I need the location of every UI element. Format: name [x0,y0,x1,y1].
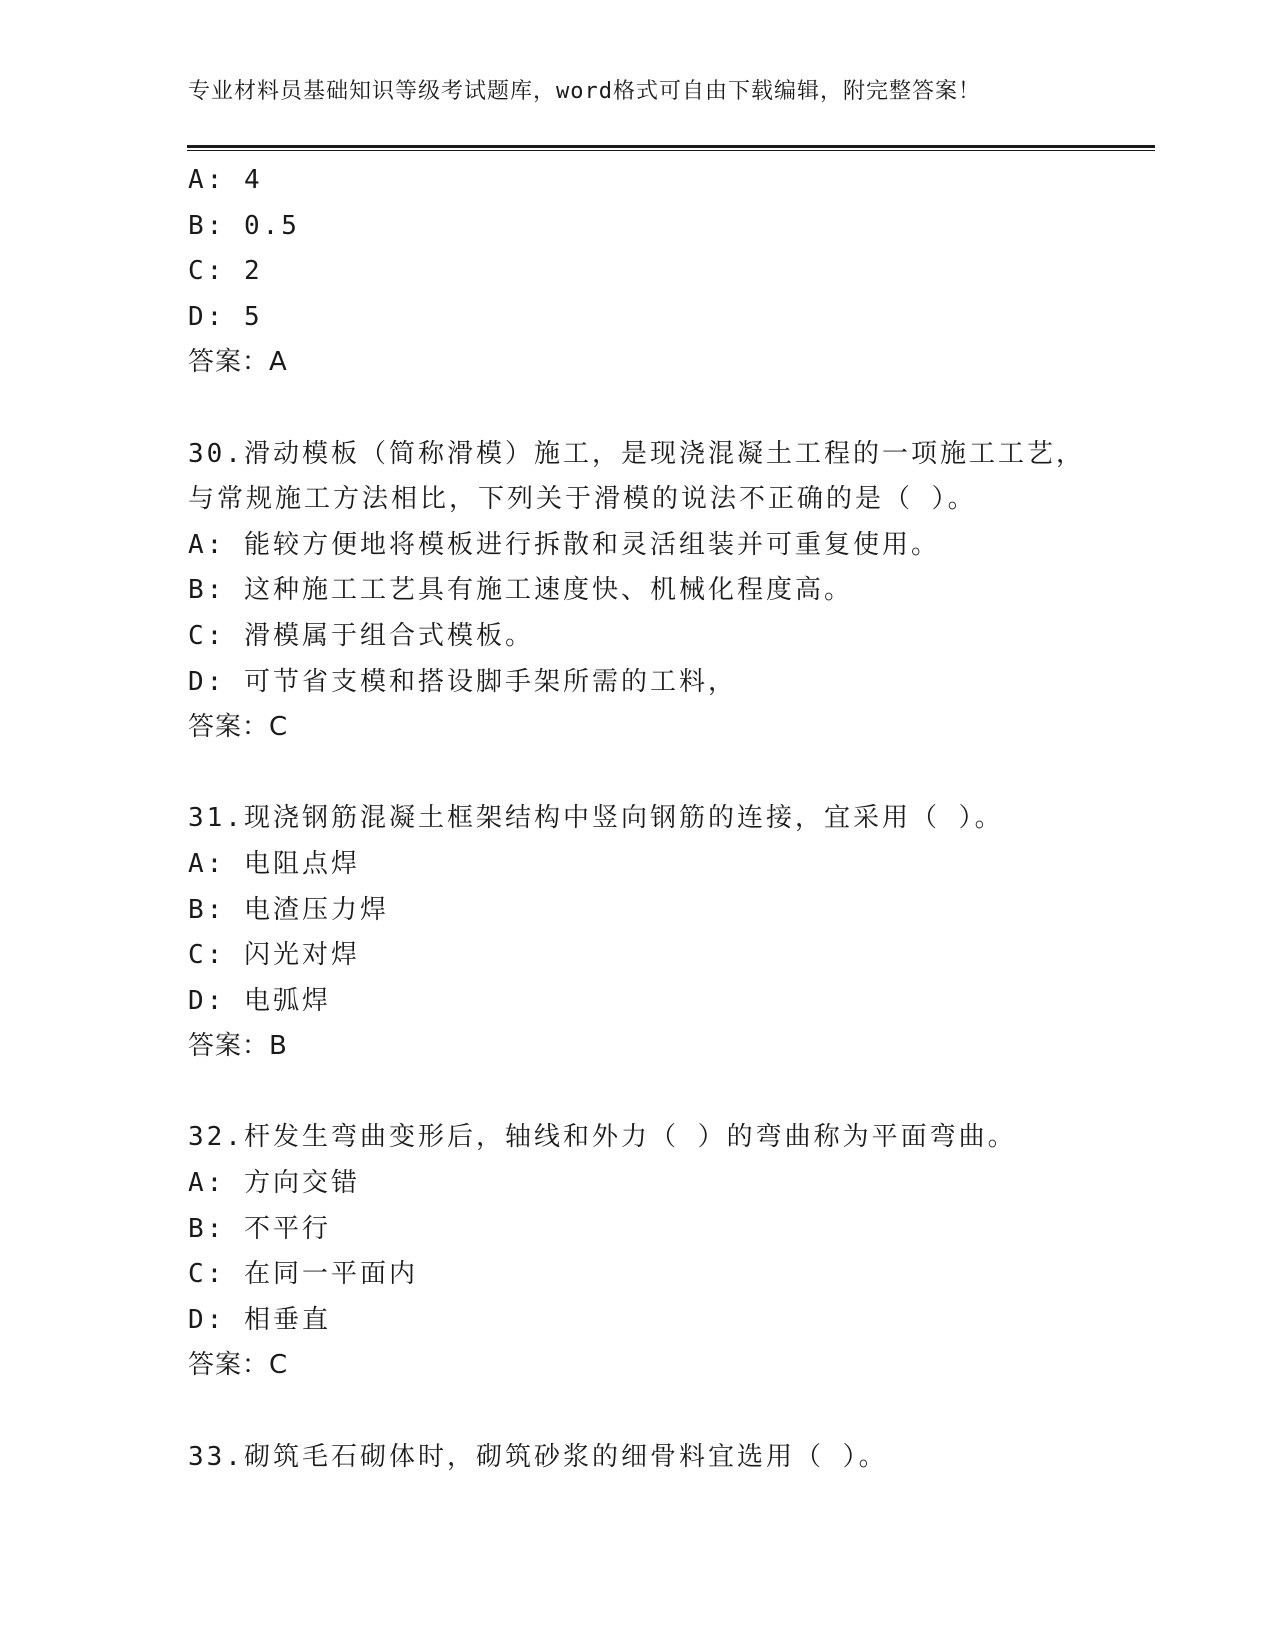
option-label: C: [188,256,226,287]
option-line [188,1207,1168,1253]
question-text: 杆发生弯曲变形后，轴线和外力（ ）的弯曲称为平面弯曲。 [243,1122,1017,1153]
option-text: 闪光对焊 [243,940,360,971]
option-label: A: [188,848,226,879]
question-number: 32. [188,1122,244,1153]
question-stem [188,1115,1168,1161]
question-stem [188,432,1168,478]
option-label: B: [188,894,226,925]
option-line [188,568,1168,614]
question-stem-continued: 与常规施工方法相比，下列关于滑模的说法不正确的是（ ）。 [188,484,977,515]
question-number: 33. [188,1441,244,1472]
answer-line: 答案：B [188,1031,288,1062]
option-line [188,1252,1168,1298]
option-text: 滑模属于组合式模板。 [243,620,534,651]
option-label: D: [188,1304,226,1335]
document-body [188,158,1168,1480]
option-line [188,523,1168,569]
option-line [188,842,1168,888]
option-label: B: [188,210,226,241]
option-text: 不平行 [243,1213,331,1244]
question-block [188,432,1168,751]
question-block [188,1435,1168,1481]
question-number: 30. [188,438,244,469]
option-line [188,204,1168,250]
option-line [188,249,1168,295]
option-text: 可节省支模和搭设脚手架所需的工料， [243,666,737,697]
prev-question-block [188,158,1168,386]
option-label: C: [188,620,226,651]
option-label: A: [188,1168,226,1199]
option-label: D: [188,301,226,332]
option-label: D: [188,985,226,1016]
option-text: 电渣压力焊 [243,894,389,925]
question-text: 砌筑毛石砌体时，砌筑砂浆的细骨料宜选用（ ）。 [243,1441,888,1472]
option-text: 5 [243,301,263,332]
answer-line: 答案：C [188,712,289,743]
spacer [188,751,1168,797]
option-line [188,660,1168,706]
option-line [188,1298,1168,1344]
option-text: 这种施工工艺具有施工速度快、机械化程度高。 [243,575,853,606]
spacer [188,386,1168,432]
page-header: 专业材料员基础知识等级考试题库，word格式可自由下载编辑，附完整答案！ [188,79,981,104]
option-text: 电阻点焊 [243,848,360,879]
option-line [188,158,1168,204]
question-block [188,1115,1168,1389]
option-text: 0.5 [243,210,300,241]
option-label: A: [188,165,226,195]
option-text: 电弧焊 [243,985,331,1016]
option-label: D: [188,666,226,697]
option-text: 2 [243,256,263,287]
option-line [188,979,1168,1025]
option-label: A: [188,529,226,560]
question-number: 31. [188,803,244,834]
option-text: 4 [243,165,263,195]
question-text: 现浇钢筋混凝土框架结构中竖向钢筋的连接，宜采用（ ）。 [243,803,1004,834]
option-label: B: [188,1213,226,1244]
option-text: 在同一平面内 [243,1259,418,1290]
option-line [188,888,1168,934]
header-divider [187,145,1155,151]
option-line [188,295,1168,341]
question-stem [188,1435,1168,1481]
question-text: 滑动模板（简称滑模）施工，是现浇混凝土工程的一项施工工艺， [243,438,1085,469]
spacer [188,1389,1168,1435]
question-stem [188,796,1168,842]
option-line [188,1161,1168,1207]
answer-line: 答案：A [188,347,288,378]
answer-line: 答案：C [188,1350,289,1381]
option-label: C: [188,940,226,971]
option-label: B: [188,575,226,606]
option-text: 方向交错 [243,1168,360,1199]
option-label: C: [188,1259,226,1290]
option-text: 能较方便地将模板进行拆散和灵活组装并可重复使用。 [243,529,940,560]
option-line [188,933,1168,979]
option-line [188,614,1168,660]
spacer [188,1070,1168,1116]
question-block [188,796,1168,1070]
option-text: 相垂直 [243,1304,331,1335]
